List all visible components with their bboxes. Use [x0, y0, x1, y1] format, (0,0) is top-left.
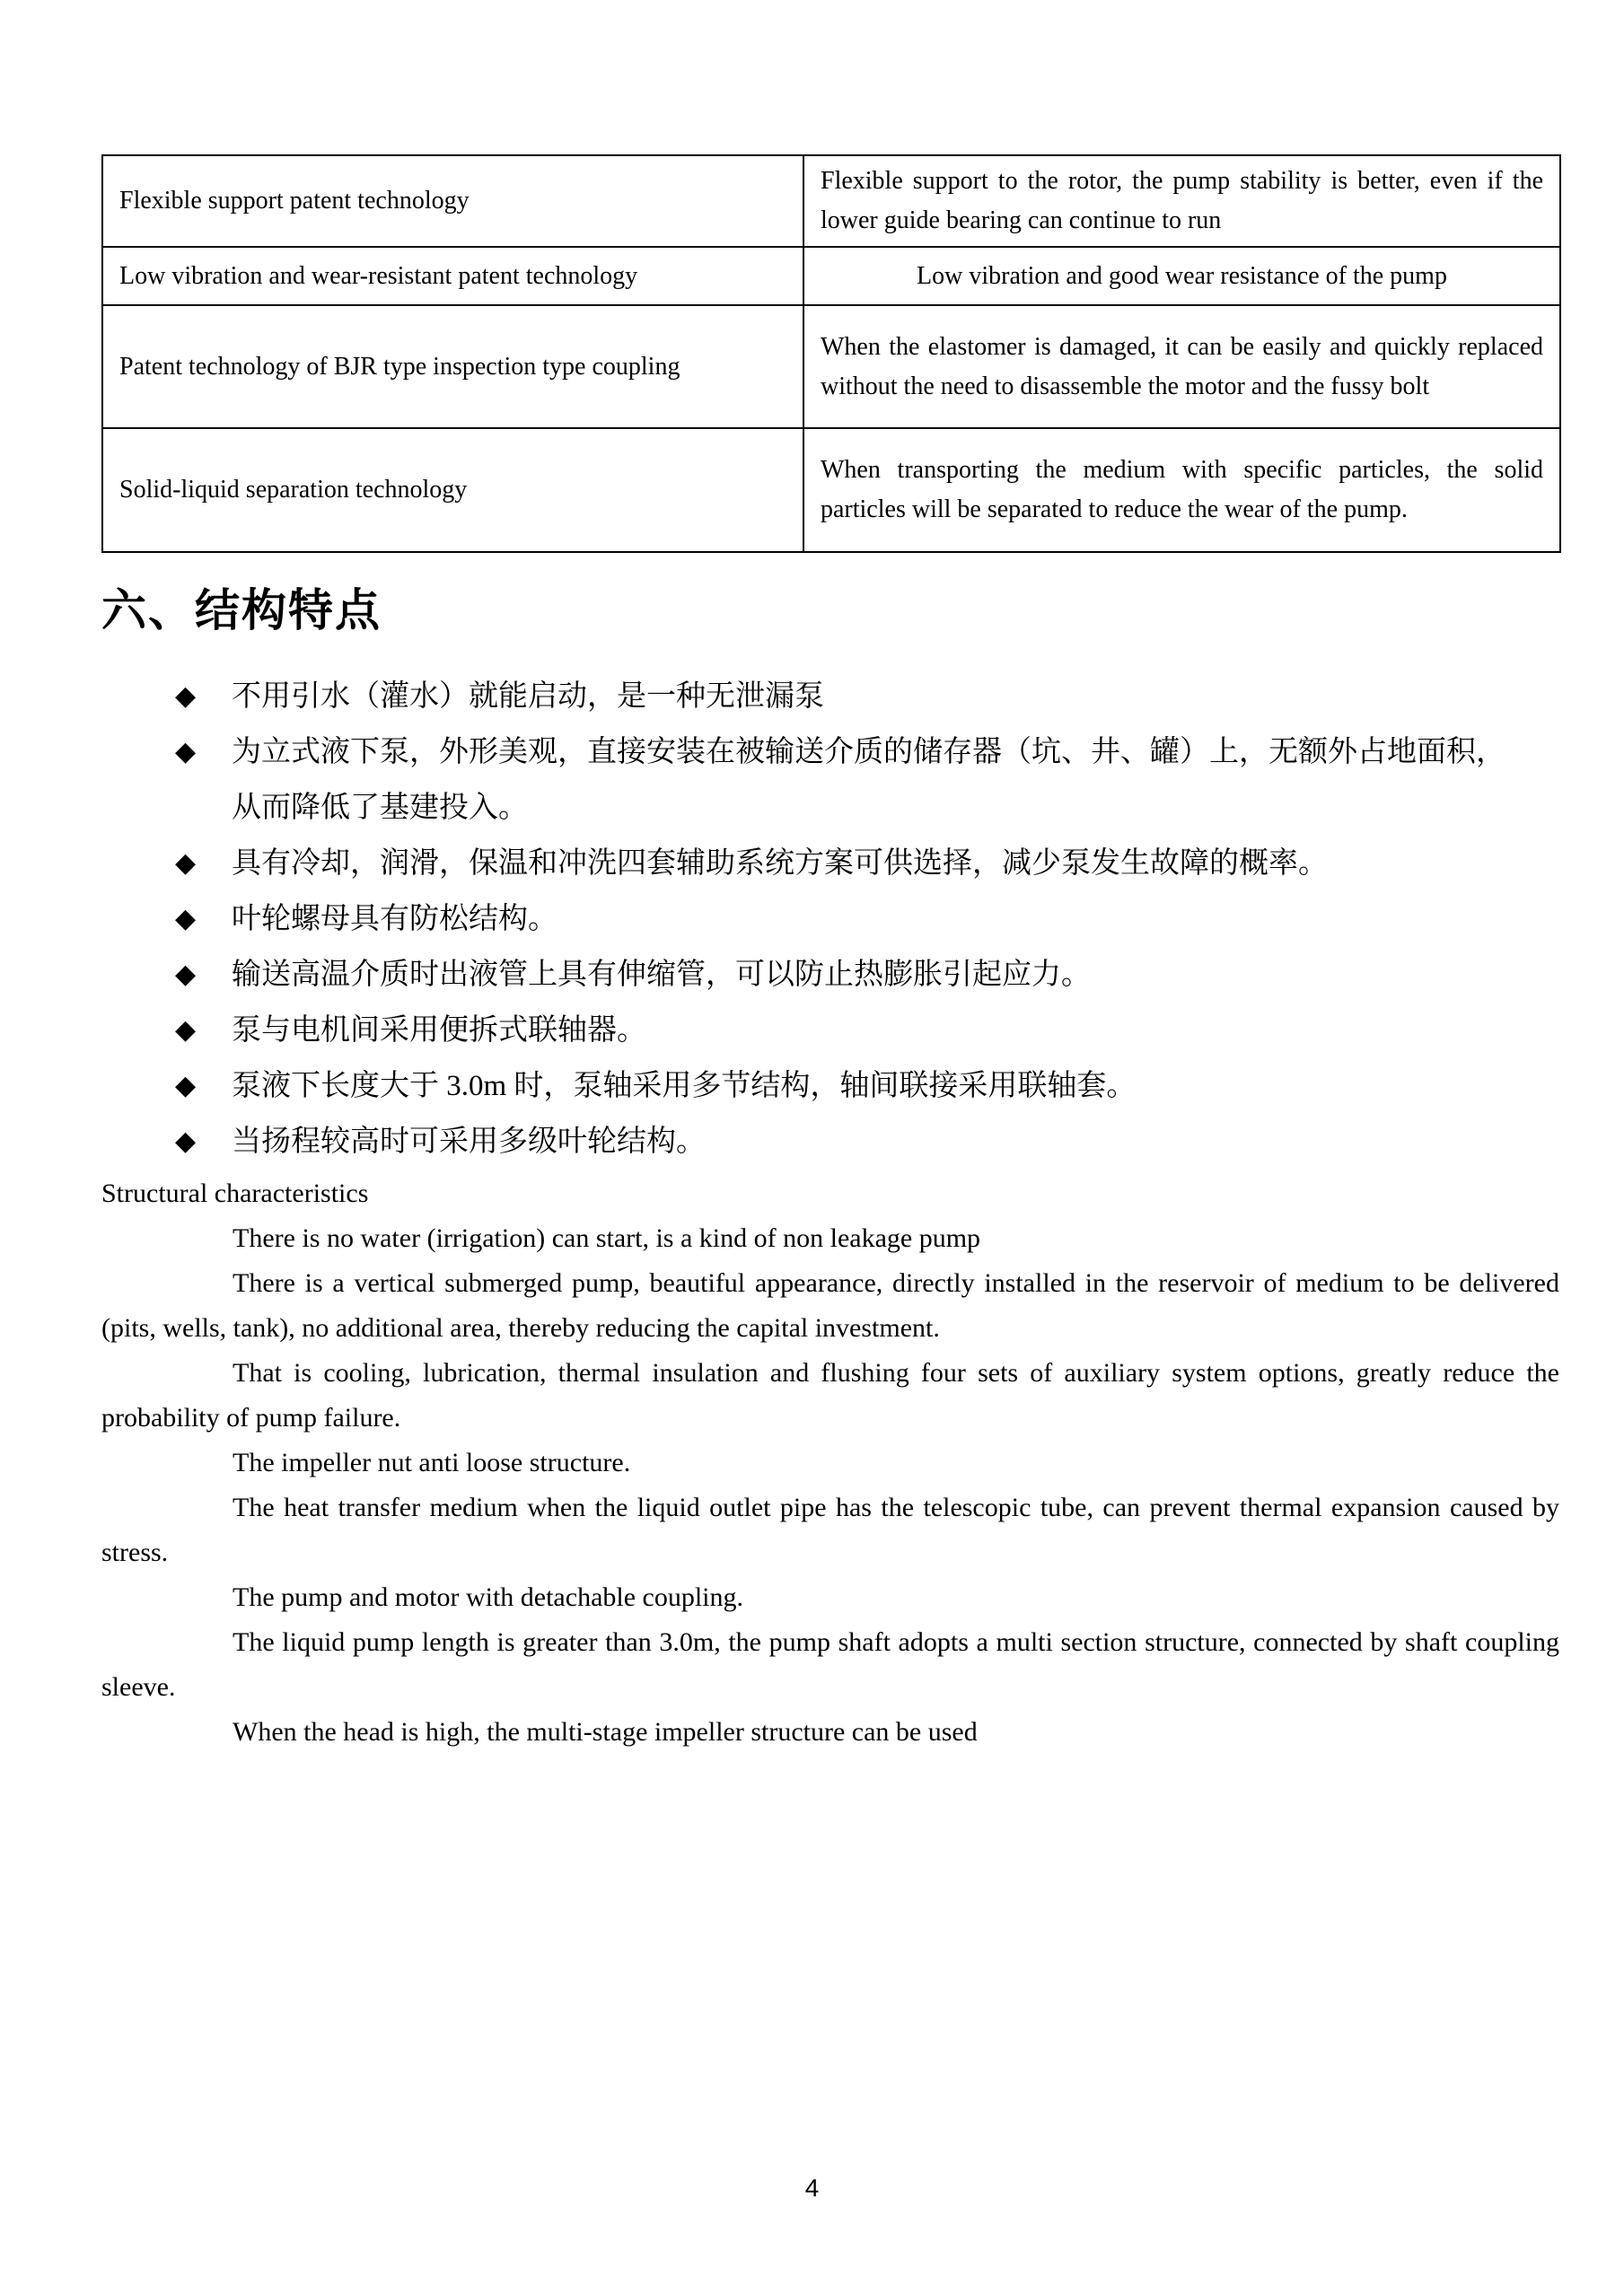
paragraph: The impeller nut anti loose structure. [233, 1448, 631, 1477]
diamond-bullet-icon: ◆ [175, 960, 197, 989]
diamond-bullet-icon: ◆ [175, 737, 197, 767]
list-item [101, 1058, 1559, 1114]
paragraph: When the head is high, the multi-stage impeller structure can be used [233, 1717, 978, 1747]
paragraph: The pump and motor with detachable coupling. [233, 1582, 744, 1612]
description-cell: When the elastomer is damaged, it can be easily and quickly replaced without the need to disassemble the motor and the fussy bolt [803, 305, 1560, 428]
list-item-text: 具有冷却，润滑，保温和冲洗四套辅助系统方案可供选择，减少泵发生故障的概率。 [232, 847, 1328, 880]
list-item [101, 1114, 1559, 1170]
description-cell: Flexible support to the rotor, the pump stability is better, even if the lower guide bearing can continue to run [803, 155, 1560, 247]
description-cell: Low vibration and good wear resistance of the pump [803, 247, 1560, 305]
list-item-text: 不用引水（灌水）就能启动，是一种无泄漏泵 [232, 680, 824, 713]
list-item-text: 泵液下长度大于 3.0m 时，泵轴采用多节结构，轴间联接采用联轴套。 [232, 1070, 1137, 1102]
paragraph: The liquid pump length is greater than 3.0m, the pump shaft adopts a multi section structure, connected by shaft coupling sleeve. [101, 1627, 1559, 1702]
table-row [102, 428, 1560, 552]
list-item-text: 叶轮螺母具有防松结构。 [232, 903, 557, 935]
diamond-bullet-icon: ◆ [175, 681, 197, 711]
table-row [102, 155, 1560, 247]
table-row [102, 305, 1560, 428]
feature-cell: Low vibration and wear-resistant patent technology [102, 247, 803, 305]
paragraph: There is no water (irrigation) can start, is a kind of non leakage pump [233, 1223, 981, 1253]
table-row [102, 247, 1560, 305]
paragraph: There is a vertical submerged pump, beautiful appearance, directly installed in the reservoir of medium to be delivered (pits, wells, tank), no additional area, thereby reducing the capital investment. [101, 1268, 1559, 1343]
diamond-bullet-icon: ◆ [175, 1126, 197, 1156]
paragraph: That is cooling, lubrication, thermal insulation and flushing four sets of auxiliary system options, greatly reduce the probability of pump failure. [101, 1358, 1559, 1433]
list-item [101, 1003, 1559, 1058]
diamond-bullet-icon: ◆ [175, 848, 197, 878]
feature-cell: Flexible support patent technology [102, 155, 803, 247]
english-intro: Structural characteristics [101, 1179, 369, 1208]
list-item-text: 输送高温介质时出液管上具有伸缩管，可以防止热膨胀引起应力。 [232, 959, 1091, 991]
list-item-text: 为立式液下泵，外形美观，直接安装在被输送介质的储存器（坑、井、罐）上，无额外占地面积，从而降低了基建投入。 [232, 736, 1505, 824]
list-item [101, 947, 1559, 1003]
list-item [101, 891, 1559, 947]
list-item [101, 836, 1559, 891]
patent-technology-table [101, 154, 1561, 553]
paragraph: The heat transfer medium when the liquid outlet pipe has the telescopic tube, can prevent thermal expansion caused by stress. [101, 1493, 1559, 1567]
list-item [101, 669, 1559, 724]
diamond-bullet-icon: ◆ [175, 1015, 197, 1045]
diamond-bullet-icon: ◆ [175, 1071, 197, 1100]
description-cell: When transporting the medium with specific particles, the solid particles will be separated to reduce the wear of the pump. [803, 428, 1560, 552]
section-heading: 六、结构特点 [101, 585, 382, 635]
page-number: 4 [804, 2174, 820, 2202]
feature-cell: Patent technology of BJR type inspection type coupling [102, 305, 803, 428]
list-item-text: 泵与电机间采用便拆式联轴器。 [232, 1014, 646, 1047]
list-item [101, 724, 1506, 836]
diamond-bullet-icon: ◆ [175, 904, 197, 933]
feature-cell: Solid-liquid separation technology [102, 428, 803, 552]
list-item-text: 当扬程较高时可采用多级叶轮结构。 [232, 1126, 706, 1158]
english-translation-block [101, 1171, 1559, 1755]
structural-features-list [101, 669, 1559, 1170]
